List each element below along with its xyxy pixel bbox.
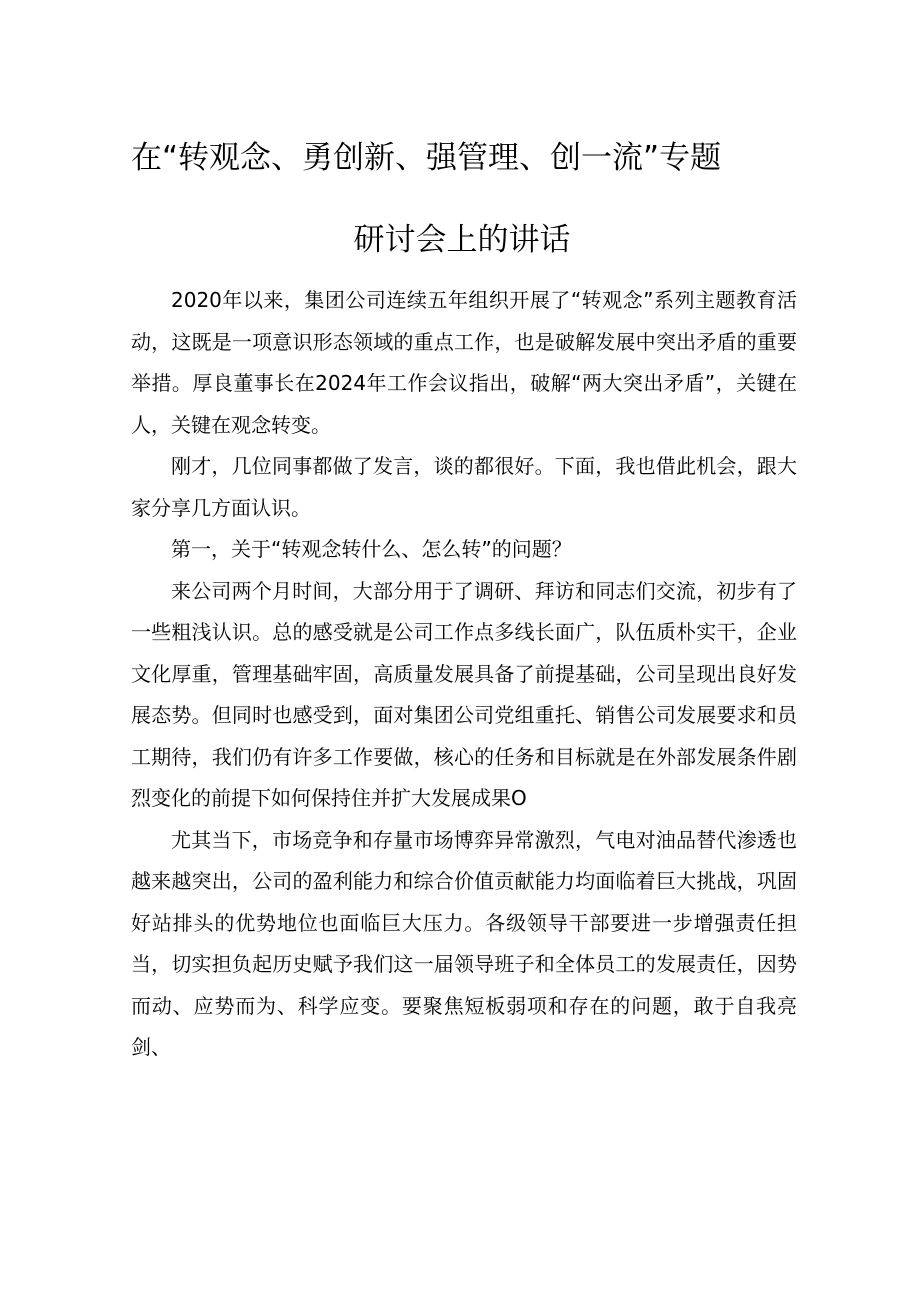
document-title-line-2: 研讨会上的讲话 xyxy=(353,222,571,258)
paragraph-challenges: 尤其当下，市场竞争和存量市场博弈异常激烈，气电对油品替代渗透也越来越突出，公司的盈利能力和综合价值贡献能力均面临着巨大挑战，巩固好站排头的优势地位也面临巨大压力。各级领导干部要进一步增强责任担当，切实担负起历史赋予我们这一届领导班子和全体员工的发展责任，因势而动、应势而为、科学应变。要聚焦短板弱项和存在的问题，敢于自我亮剑、 xyxy=(131,827,797,1059)
document-body xyxy=(131,280,797,1069)
paragraph-remarks: 刚才，几位同事都做了发言，谈的都很好。下面，我也借此机会，跟大家分享几方面认识。 xyxy=(131,454,797,520)
paragraph-observations: 来公司两个月时间，大部分用于了调研、拜访和同志们交流，初步有了一些粗浅认识。总的感受就是公司工作点多线长面广，队伍质朴实干，企业文化厚重，管理基础牢固，高质量发展具备了前提基础，公司呈现出良好发展态势。但同时也感受到，面对集团公司党组重托、销售公司发展要求和员工期待，我们仍有许多工作要做，核心的任务和目标就是在外部发展条件剧烈变化的前提下如何保持住并扩大发展成果O xyxy=(131,578,797,810)
paragraph-section-one-heading: 第一，关于“转观念转什么、怎么转”的问题？ xyxy=(171,537,572,561)
document-title-line-1: 在“转观念、勇创新、强管理、创一流”专题 xyxy=(131,140,722,176)
paragraph-intro: 2020年以来，集团公司连续五年组织开展了“转观念”系列主题教育活动，这既是一项意识形态领域的重点工作，也是破解发展中突出矛盾的重要举措。厚良董事长在2024年工作会议指出，破解“两大突出矛盾”，关键在人，关键在观念转变。 xyxy=(131,288,797,437)
